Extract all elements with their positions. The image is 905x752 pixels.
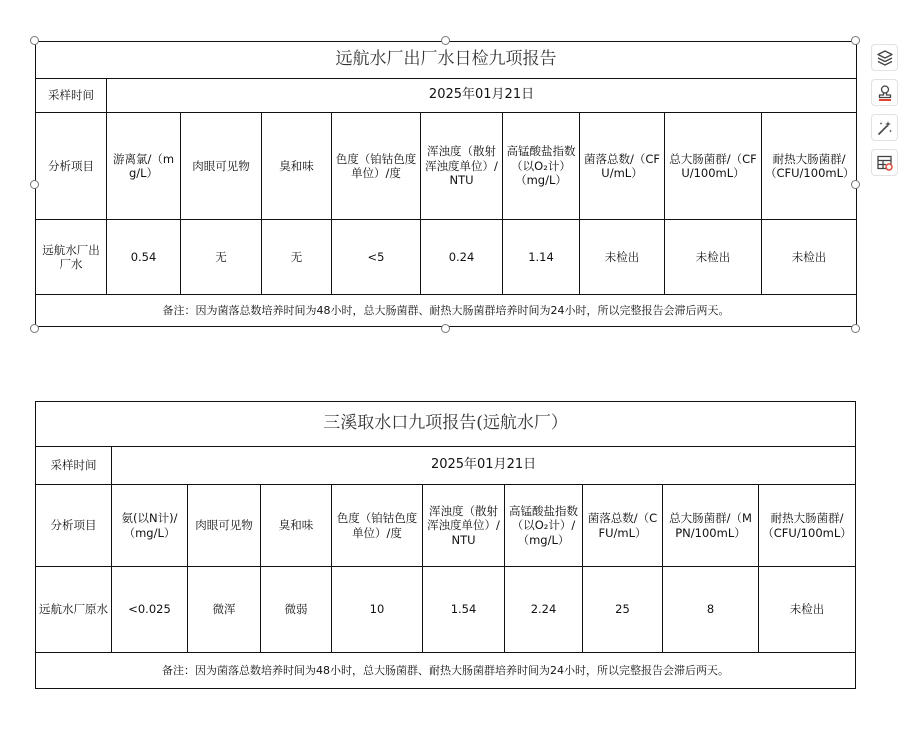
column-header: 色度（铂钴色度单位）/度 [332,113,421,220]
analysis-item-label: 分析项目 [36,485,112,567]
layers-button[interactable] [871,44,898,71]
report-title: 远航水厂出厂水日检九项报告 [36,42,857,79]
result-cell: <0.025 [112,567,188,653]
column-header: 总大肠菌群/（CFU/100mL） [665,113,762,220]
column-header: 臭和味 [261,485,332,567]
result-cell: 无 [181,220,262,295]
result-cell: 未检出 [762,220,857,295]
floating-toolbar [871,44,899,184]
report-table-1[interactable] [35,41,857,327]
layers-icon [876,49,894,67]
result-cell: 未检出 [665,220,762,295]
result-cell: 8 [663,567,759,653]
result-cell: 0.54 [107,220,181,295]
resize-handle-middle-right[interactable] [851,180,860,189]
resize-handle-bottom-left[interactable] [30,324,39,333]
resize-handle-top-center[interactable] [441,36,450,45]
report-title: 三溪取水口九项报告(远航水厂） [36,402,856,447]
column-header: 总大肠菌群/（MPN/100mL） [663,485,759,567]
column-header: 氨(以N计)/（mg/L） [112,485,188,567]
result-cell: 25 [583,567,663,653]
result-cell: <5 [332,220,421,295]
sampling-date: 2025年01月21日 [112,447,856,485]
magic-wand-icon [876,119,894,137]
sample-name: 远航水厂原水 [36,567,112,653]
result-cell: 10 [332,567,423,653]
resize-handle-top-right[interactable] [851,36,860,45]
report-table-2[interactable] [35,401,856,689]
column-header: 游离氯/（mg/L） [107,113,181,220]
column-header: 色度（铂钴色度单位）/度 [332,485,423,567]
table-settings-button[interactable] [871,149,898,176]
result-cell: 微弱 [261,567,332,653]
result-cell: 0.24 [421,220,503,295]
resize-handle-middle-left[interactable] [30,180,39,189]
analysis-item-label: 分析项目 [36,113,107,220]
column-header: 高锰酸盐指数（以O₂计）/（mg/L） [505,485,583,567]
sample-name: 远航水厂出厂水 [36,220,107,295]
result-cell: 微浑 [188,567,261,653]
result-cell: 未检出 [759,567,856,653]
sampling-time-label: 采样时间 [36,447,112,485]
column-header: 耐热大肠菌群/（CFU/100mL） [759,485,856,567]
sampling-time-label: 采样时间 [36,79,107,113]
column-header: 肉眼可见物 [181,113,262,220]
report-note: 备注：因为菌落总数培养时间为48小时，总大肠菌群、耐热大肠菌群培养时间为24小时，所以完整报告会滞后两天。 [36,295,857,327]
result-cell: 2.24 [505,567,583,653]
stamp-button[interactable] [871,79,898,106]
result-cell: 1.14 [503,220,580,295]
column-header: 耐热大肠菌群/（CFU/100mL） [762,113,857,220]
magic-wand-button[interactable] [871,114,898,141]
sampling-date: 2025年01月21日 [107,79,857,113]
report-note: 备注：因为菌落总数培养时间为48小时，总大肠菌群、耐热大肠菌群培养时间为24小时，所以完整报告会滞后两天。 [36,653,856,689]
result-cell: 无 [262,220,332,295]
column-header: 高锰酸盐指数（以O₂计）（mg/L） [503,113,580,220]
resize-handle-bottom-right[interactable] [851,324,860,333]
column-header: 肉眼可见物 [188,485,261,567]
column-header: 菌落总数/（CFU/mL） [583,485,663,567]
stamp-icon [876,84,894,102]
column-header: 臭和味 [262,113,332,220]
column-header: 浑浊度（散射浑浊度单位）/NTU [423,485,505,567]
column-header: 菌落总数/（CFU/mL） [580,113,665,220]
table-settings-icon [876,154,894,172]
resize-handle-bottom-center[interactable] [441,324,450,333]
column-header: 浑浊度（散射浑浊度单位）/NTU [421,113,503,220]
result-cell: 未检出 [580,220,665,295]
resize-handle-top-left[interactable] [30,36,39,45]
result-cell: 1.54 [423,567,505,653]
